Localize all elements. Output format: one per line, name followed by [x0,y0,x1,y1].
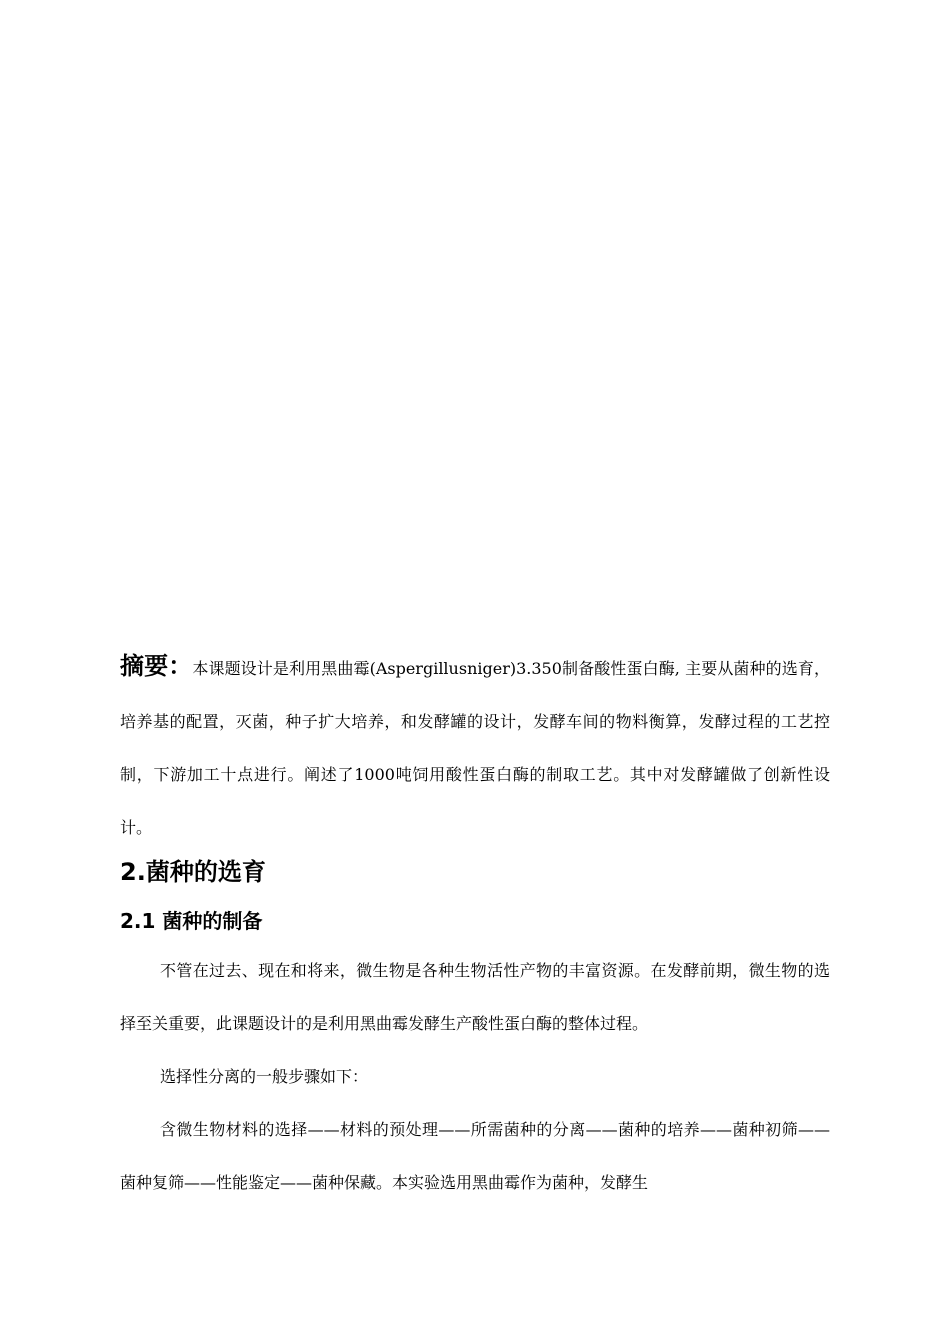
subsection-heading: 2.1 菌种的制备 [120,909,263,933]
body-paragraph: 不管在过去、现在和将来，微生物是各种生物活性产物的丰富资源。在发酵前期，微生物的选择至关重要，此课题设计的是利用黑曲霉发酵生产酸性蛋白酶的整体过程。 [120,961,830,1033]
body-paragraph: 含微生物材料的选择——材料的预处理——所需菌种的分离——菌种的培养——菌种初筛——菌种复筛——性能鉴定——菌种保藏。本实验选用黑曲霉作为菌种，发酵生 [120,1120,830,1192]
section-heading: 2.菌种的选育 [120,858,266,886]
abstract-text: 本课题设计是利用黑曲霉(Aspergillusniger)3.350制备酸性蛋白酶, 主要从菌种的选育，培养基的配置，灭菌，种子扩大培养，和发酵罐的设计，发酵车间的物料衡算，发酵过程的工艺控制，下游加工十点进行。阐述了1000吨饲用酸性蛋白酶的制取工艺。其中对发酵罐做了创新性设计。 [120,659,830,837]
abstract-paragraph [120,640,830,854]
body-paragraph: 选择性分离的一般步骤如下： [160,1067,369,1086]
document-content [120,640,830,1209]
abstract-label: 摘要： [120,652,193,680]
